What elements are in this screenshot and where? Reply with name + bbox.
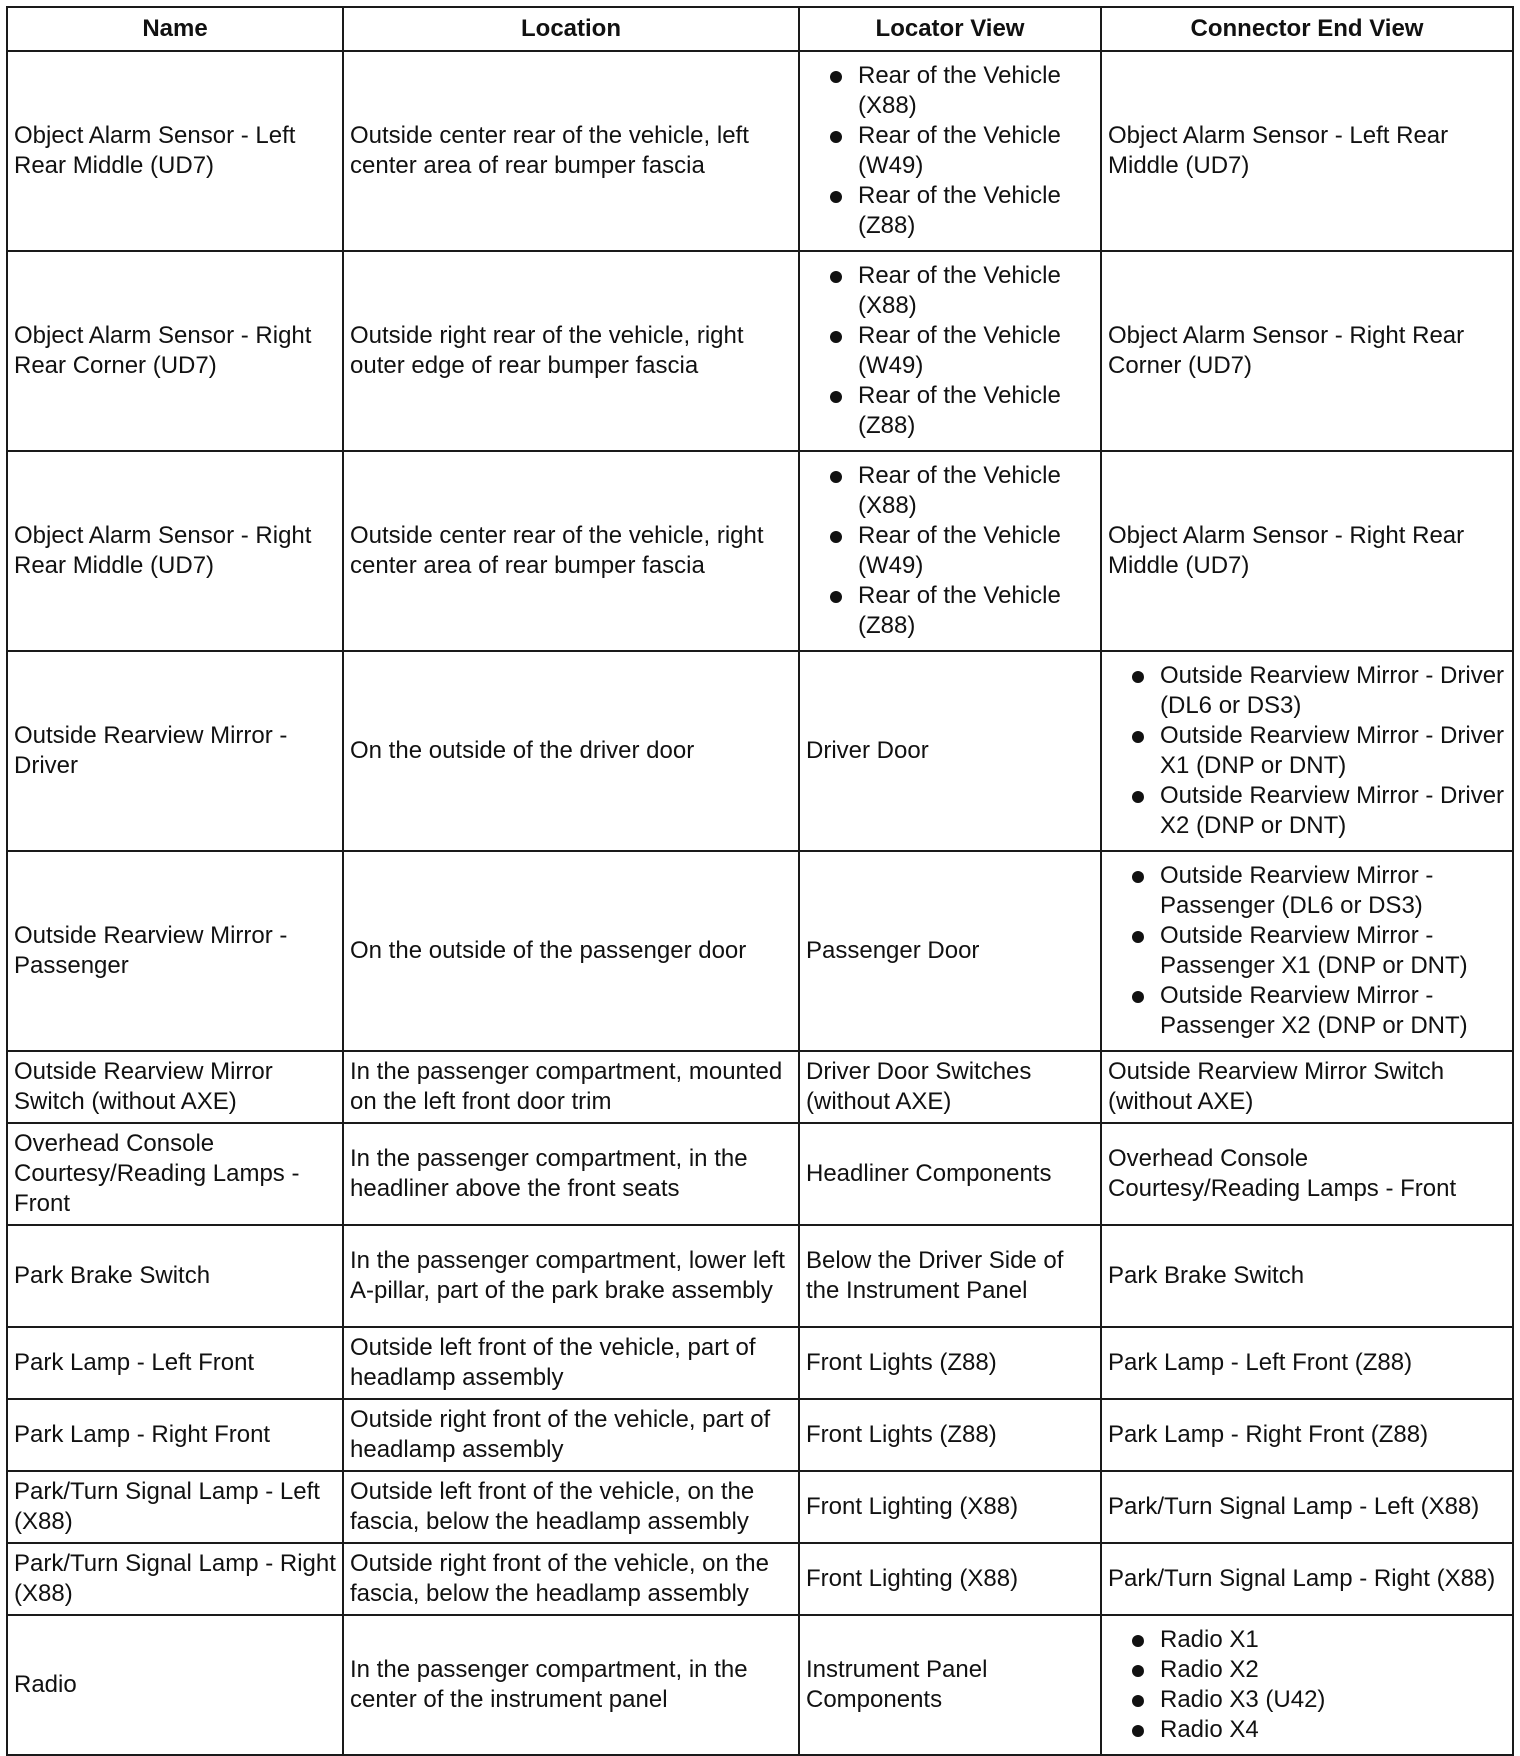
locator-bullet-list bbox=[806, 461, 1094, 641]
table-body bbox=[7, 51, 1513, 1755]
cell-location bbox=[343, 1543, 799, 1615]
cell-name bbox=[7, 1471, 343, 1543]
locator-text: Headliner Components bbox=[806, 1160, 1052, 1187]
connector-text: Park Brake Switch bbox=[1108, 1262, 1305, 1289]
cell-name bbox=[7, 851, 343, 1051]
header-location: Location bbox=[343, 7, 799, 51]
table-row bbox=[7, 251, 1513, 451]
connector-bullet-list bbox=[1108, 1625, 1506, 1745]
bullet-item: Rear of the Vehicle (X88) bbox=[806, 461, 1094, 521]
connector-text: Park Lamp - Right Front (Z88) bbox=[1108, 1421, 1429, 1448]
location-text: Outside center rear of the vehicle, right center area of rear bumper fascia bbox=[350, 522, 764, 579]
bullet-item: Rear of the Vehicle (W49) bbox=[806, 521, 1094, 581]
cell-locator bbox=[799, 1615, 1101, 1755]
cell-location bbox=[343, 851, 799, 1051]
location-text: Outside right front of the vehicle, on the fascia, below the headlamp assembly bbox=[350, 1550, 769, 1607]
connector-bullet-list bbox=[1108, 861, 1506, 1041]
cell-location bbox=[343, 251, 799, 451]
cell-name bbox=[7, 251, 343, 451]
locator-bullet-list bbox=[806, 61, 1094, 241]
bullet-item: Outside Rearview Mirror - Passenger X2 (DNP or DNT) bbox=[1108, 981, 1506, 1041]
cell-name bbox=[7, 1327, 343, 1399]
locator-text: Below the Driver Side of the Instrument Panel bbox=[806, 1247, 1064, 1304]
bullet-item: Radio X4 bbox=[1108, 1715, 1506, 1745]
cell-connector bbox=[1101, 251, 1513, 451]
connector-text: Outside Rearview Mirror Switch (without AXE) bbox=[1108, 1058, 1445, 1115]
name-text: Outside Rearview Mirror - Driver bbox=[14, 722, 288, 779]
location-text: In the passenger compartment, in the center of the instrument panel bbox=[350, 1656, 748, 1713]
table-row bbox=[7, 1543, 1513, 1615]
cell-name bbox=[7, 1615, 343, 1755]
connector-bullet-list bbox=[1108, 661, 1506, 841]
connector-text: Park Lamp - Left Front (Z88) bbox=[1108, 1349, 1413, 1376]
bullet-item: Outside Rearview Mirror - Passenger X1 (DNP or DNT) bbox=[1108, 921, 1506, 981]
cell-name bbox=[7, 51, 343, 251]
bullet-item: Outside Rearview Mirror - Driver X1 (DNP or DNT) bbox=[1108, 721, 1506, 781]
cell-locator bbox=[799, 1327, 1101, 1399]
cell-location bbox=[343, 1225, 799, 1327]
table-row bbox=[7, 1051, 1513, 1123]
cell-name bbox=[7, 451, 343, 651]
cell-connector bbox=[1101, 851, 1513, 1051]
locator-text: Instrument Panel Components bbox=[806, 1656, 988, 1713]
cell-name bbox=[7, 1543, 343, 1615]
cell-locator bbox=[799, 51, 1101, 251]
cell-locator bbox=[799, 451, 1101, 651]
cell-location bbox=[343, 1471, 799, 1543]
cell-locator bbox=[799, 1399, 1101, 1471]
bullet-item: Rear of the Vehicle (X88) bbox=[806, 261, 1094, 321]
cell-connector bbox=[1101, 1225, 1513, 1327]
name-text: Outside Rearview Mirror Switch (without AXE) bbox=[14, 1058, 273, 1115]
cell-location bbox=[343, 1051, 799, 1123]
connector-text: Park/Turn Signal Lamp - Left (X88) bbox=[1108, 1493, 1480, 1520]
name-text: Park Lamp - Right Front bbox=[14, 1421, 271, 1448]
bullet-item: Rear of the Vehicle (W49) bbox=[806, 321, 1094, 381]
header-name: Name bbox=[7, 7, 343, 51]
bullet-item: Radio X2 bbox=[1108, 1655, 1506, 1685]
name-text: Object Alarm Sensor - Right Rear Corner (UD7) bbox=[14, 322, 312, 379]
cell-locator bbox=[799, 1543, 1101, 1615]
cell-name bbox=[7, 651, 343, 851]
location-text: On the outside of the driver door bbox=[350, 737, 695, 764]
name-text: Overhead Console Courtesy/Reading Lamps - Front bbox=[14, 1130, 300, 1217]
location-text: In the passenger compartment, lower left A-pillar, part of the park brake assembly bbox=[350, 1247, 785, 1304]
bullet-item: Radio X1 bbox=[1108, 1625, 1506, 1655]
table-row bbox=[7, 451, 1513, 651]
connector-text: Object Alarm Sensor - Left Rear Middle (UD7) bbox=[1108, 122, 1449, 179]
location-text: Outside left front of the vehicle, part of headlamp assembly bbox=[350, 1334, 756, 1391]
cell-connector bbox=[1101, 1327, 1513, 1399]
table-row bbox=[7, 1327, 1513, 1399]
location-text: In the passenger compartment, in the headliner above the front seats bbox=[350, 1145, 748, 1202]
header-row bbox=[7, 7, 1513, 51]
bullet-item: Outside Rearview Mirror - Driver (DL6 or DS3) bbox=[1108, 661, 1506, 721]
component-locator-table bbox=[6, 6, 1514, 1756]
locator-text: Driver Door Switches (without AXE) bbox=[806, 1058, 1032, 1115]
table-row bbox=[7, 651, 1513, 851]
cell-locator bbox=[799, 851, 1101, 1051]
bullet-item: Outside Rearview Mirror - Passenger (DL6 or DS3) bbox=[1108, 861, 1506, 921]
cell-locator bbox=[799, 1051, 1101, 1123]
bullet-item: Rear of the Vehicle (Z88) bbox=[806, 381, 1094, 441]
table-row bbox=[7, 1471, 1513, 1543]
header-locator-view: Locator View bbox=[799, 7, 1101, 51]
cell-connector bbox=[1101, 451, 1513, 651]
connector-text: Object Alarm Sensor - Right Rear Middle (UD7) bbox=[1108, 522, 1465, 579]
connector-text: Object Alarm Sensor - Right Rear Corner (UD7) bbox=[1108, 322, 1465, 379]
location-text: On the outside of the passenger door bbox=[350, 937, 747, 964]
cell-connector bbox=[1101, 51, 1513, 251]
bullet-item: Radio X3 (U42) bbox=[1108, 1685, 1506, 1715]
cell-connector bbox=[1101, 1543, 1513, 1615]
cell-connector bbox=[1101, 1399, 1513, 1471]
cell-location bbox=[343, 451, 799, 651]
locator-text: Passenger Door bbox=[806, 937, 980, 964]
cell-location bbox=[343, 1615, 799, 1755]
cell-name bbox=[7, 1399, 343, 1471]
cell-locator bbox=[799, 1123, 1101, 1225]
cell-name bbox=[7, 1225, 343, 1327]
connector-text: Overhead Console Courtesy/Reading Lamps - Front bbox=[1108, 1145, 1457, 1202]
cell-locator bbox=[799, 1225, 1101, 1327]
table-row bbox=[7, 51, 1513, 251]
location-text: Outside right front of the vehicle, part of headlamp assembly bbox=[350, 1406, 771, 1463]
name-text: Outside Rearview Mirror - Passenger bbox=[14, 922, 288, 979]
cell-location bbox=[343, 1399, 799, 1471]
location-text: Outside right rear of the vehicle, right outer edge of rear bumper fascia bbox=[350, 322, 744, 379]
cell-location bbox=[343, 1327, 799, 1399]
name-text: Radio bbox=[14, 1671, 77, 1698]
cell-locator bbox=[799, 251, 1101, 451]
name-text: Park/Turn Signal Lamp - Right (X88) bbox=[14, 1550, 336, 1607]
cell-connector bbox=[1101, 1471, 1513, 1543]
name-text: Park/Turn Signal Lamp - Left (X88) bbox=[14, 1478, 320, 1535]
table-row bbox=[7, 1615, 1513, 1755]
cell-connector bbox=[1101, 1123, 1513, 1225]
locator-text: Front Lighting (X88) bbox=[806, 1565, 1019, 1592]
name-text: Object Alarm Sensor - Left Rear Middle (UD7) bbox=[14, 122, 296, 179]
location-text: Outside center rear of the vehicle, left center area of rear bumper fascia bbox=[350, 122, 749, 179]
table-row bbox=[7, 851, 1513, 1051]
connector-text: Park/Turn Signal Lamp - Right (X88) bbox=[1108, 1565, 1496, 1592]
table-row bbox=[7, 1399, 1513, 1471]
cell-connector bbox=[1101, 1051, 1513, 1123]
table-row bbox=[7, 1225, 1513, 1327]
header-connector-end-view: Connector End View bbox=[1101, 7, 1513, 51]
location-text: Outside left front of the vehicle, on the fascia, below the headlamp assembly bbox=[350, 1478, 755, 1535]
location-text: In the passenger compartment, mounted on the left front door trim bbox=[350, 1058, 783, 1115]
cell-location bbox=[343, 1123, 799, 1225]
bullet-item: Rear of the Vehicle (X88) bbox=[806, 61, 1094, 121]
cell-locator bbox=[799, 651, 1101, 851]
bullet-item: Rear of the Vehicle (Z88) bbox=[806, 181, 1094, 241]
table-row bbox=[7, 1123, 1513, 1225]
cell-name bbox=[7, 1051, 343, 1123]
cell-connector bbox=[1101, 1615, 1513, 1755]
cell-location bbox=[343, 51, 799, 251]
locator-text: Front Lights (Z88) bbox=[806, 1421, 997, 1448]
locator-text: Driver Door bbox=[806, 737, 929, 764]
cell-connector bbox=[1101, 651, 1513, 851]
name-text: Object Alarm Sensor - Right Rear Middle (UD7) bbox=[14, 522, 312, 579]
locator-text: Front Lights (Z88) bbox=[806, 1349, 997, 1376]
name-text: Park Brake Switch bbox=[14, 1262, 211, 1289]
cell-location bbox=[343, 651, 799, 851]
bullet-item: Rear of the Vehicle (Z88) bbox=[806, 581, 1094, 641]
bullet-item: Outside Rearview Mirror - Driver X2 (DNP or DNT) bbox=[1108, 781, 1506, 841]
locator-text: Front Lighting (X88) bbox=[806, 1493, 1019, 1520]
bullet-item: Rear of the Vehicle (W49) bbox=[806, 121, 1094, 181]
locator-bullet-list bbox=[806, 261, 1094, 441]
cell-locator bbox=[799, 1471, 1101, 1543]
cell-name bbox=[7, 1123, 343, 1225]
name-text: Park Lamp - Left Front bbox=[14, 1349, 255, 1376]
